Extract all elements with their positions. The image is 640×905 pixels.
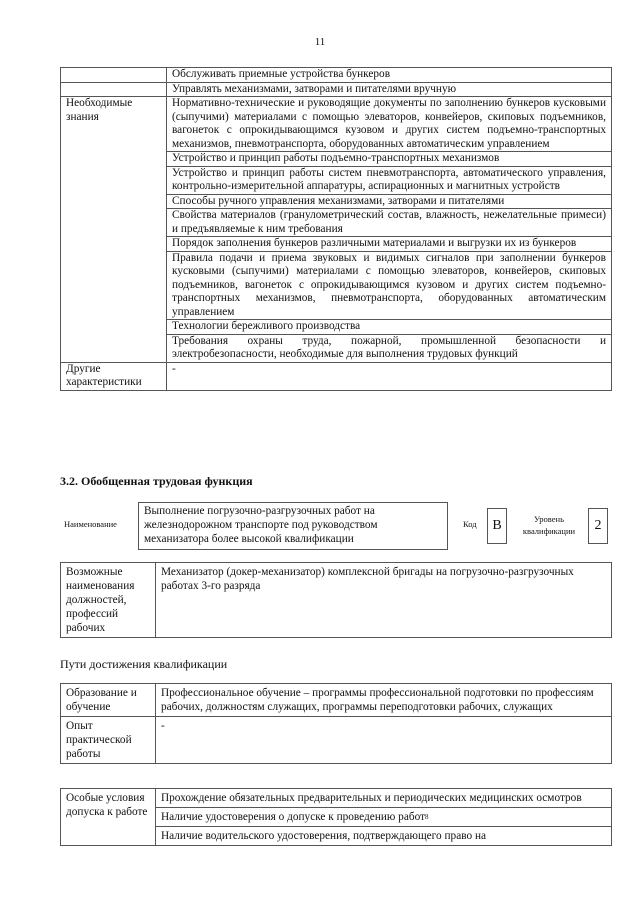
knowledge-item: Свойства материалов (гранулометрический состав, влажность, нежелательные примеси) и предъявляемые к ним требования: [167, 209, 612, 237]
knowledge-item: Требования охраны труда, пожарной, промышленной безопасности и электробезопасности, необходимые для выполнения трудовых функций: [167, 334, 612, 362]
admission-item: Наличие водительского удостоверения, подтверждающего право на: [156, 827, 612, 846]
admission-item-with-footnote: [156, 808, 612, 827]
qualification-level-value: 2: [588, 508, 608, 544]
footnote-mark: 8: [425, 813, 429, 821]
knowledge-item: Порядок заполнения бункеров различными материалами и выгрузки их из бункеров: [167, 237, 612, 252]
section-title: 3.2. Обобщенная трудовая функция: [60, 474, 253, 488]
experience-label: Опыт практической работы: [61, 717, 156, 764]
table-row: [61, 563, 612, 638]
code-value: В: [487, 508, 507, 544]
table-row: [61, 97, 612, 152]
table-row: [61, 82, 612, 97]
knowledge-item: Нормативно-технические и руководящие документы по заполнению бункеров кусковыми (сыпучими) материалами с помощью элеваторов, конвейеров, скиповых подъемников, вагонеток с опрокидывающимся кузовом и других систем подъемно-транспортных механизмов, пневмотранспорта, оборудованных автоматическим управлением: [167, 97, 612, 152]
skill-item: Обслуживать приемные устройства бункеров: [167, 68, 612, 83]
knowledge-label: Необходимые знания: [61, 97, 167, 363]
admission-item-text: Наличие удостоверения о допуске к проведению работ: [161, 811, 426, 823]
other-characteristics-label: Другие характеристики: [61, 362, 167, 390]
education-table: [60, 683, 612, 764]
positions-value: Механизатор (докер-механизатор) комплексной бригады на погрузочно-разгрузочных работах 3-го разряда: [156, 563, 612, 638]
empty-label-cell: [61, 68, 167, 83]
empty-label-cell: [61, 82, 167, 97]
education-value: Профессиональное обучение – программы профессиональной подготовки по профессиям рабочих, должностям служащих, программы переподготовки рабочих, служащих: [156, 684, 612, 717]
knowledge-item: Технологии бережливого производства: [167, 320, 612, 335]
knowledge-item: Устройство и принцип работы подъемно-транспортных механизмов: [167, 152, 612, 167]
table-row: [61, 362, 612, 390]
name-value: Выполнение погрузочно-разгрузочных работ на железнодорожном транспорте под руководством механизатора более высокой квалификации: [138, 502, 448, 550]
page-number: 11: [314, 36, 326, 48]
table-row: [61, 684, 612, 717]
table-row: [61, 789, 612, 808]
other-characteristics-value: -: [167, 362, 612, 390]
table-row: [61, 68, 612, 83]
knowledge-item: Способы ручного управления механизмами, затворами и питателями: [167, 194, 612, 209]
positions-label: Возможные наименования должностей, профессий рабочих: [61, 563, 156, 638]
knowledge-table: [60, 67, 612, 391]
admission-table: [60, 788, 612, 846]
education-label: Образование и обучение: [61, 684, 156, 717]
experience-value: -: [156, 717, 612, 764]
name-label: Наименование: [64, 519, 117, 529]
table-row: [61, 717, 612, 764]
skill-item: Управлять механизмами, затворами и питателями вручную: [167, 82, 612, 97]
paths-title: Пути достижения квалификации: [60, 657, 228, 671]
qualification-level-label: Уровень квалификации: [522, 514, 576, 536]
admission-label: Особые условия допуска к работе: [61, 789, 156, 846]
knowledge-item: Устройство и принцип работы систем пневмотранспорта, автоматического управления, контрольно-измерительной аппаратуры, аспирационных и магнитных устройств: [167, 166, 612, 194]
knowledge-item: Правила подачи и приема звуковых и видимых сигналов при заполнении бункеров кусковыми (сыпучими) материалами с помощью элеваторов, конвейеров, скиповых подъемников, вагонеток с опрокидывающимся кузовом и других систем подъемно-транспортных механизмов, пневмотранспорта, оборудованных автоматическим управлением: [167, 251, 612, 320]
positions-table: [60, 562, 612, 638]
code-label: Код: [463, 519, 477, 529]
admission-item: Прохождение обязательных предварительных и периодических медицинских осмотров: [156, 789, 612, 808]
